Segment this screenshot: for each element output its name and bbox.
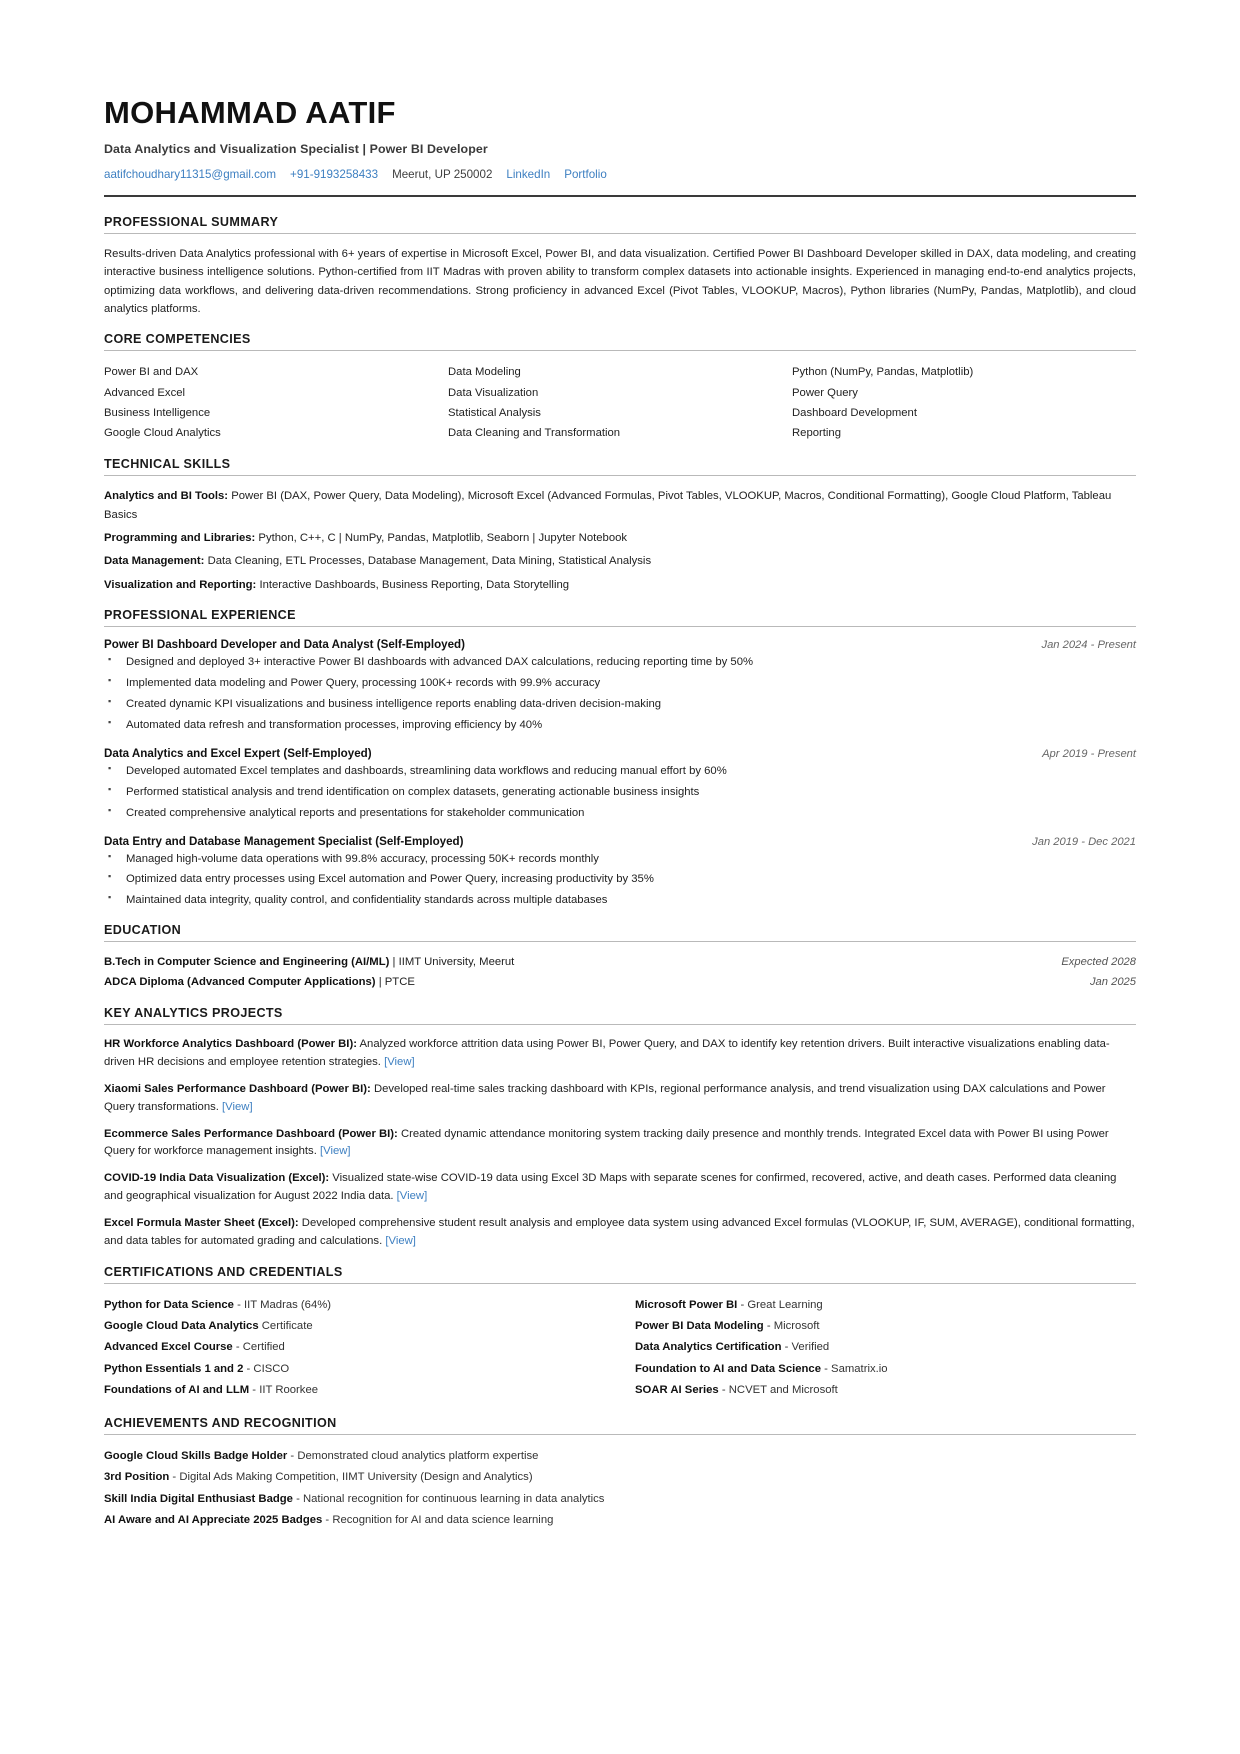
project-entry [104, 1081, 1136, 1117]
section-divider [104, 626, 1136, 627]
page-title: MOHAMMAD AATIF [104, 95, 396, 130]
institution-name: | IIMT University, Meerut [389, 956, 515, 969]
job-title: Power BI Dashboard Developer and Data Analyst (Self-Employed) [104, 637, 465, 651]
competency-item: Power BI and DAX [104, 366, 199, 379]
skill-category-value: Power BI (DAX, Power Query, Data Modeling), Microsoft Excel (Advanced Formulas, Pivot Tables, VLOOKUP, Macros, Conditional Formatting), Google Cloud Platform, Tableau Basics [104, 490, 1112, 521]
experience-header [104, 747, 1136, 760]
technical-skill-line [104, 529, 1136, 547]
certification-name: Data Analytics Certification [635, 1341, 782, 1354]
project-view-link[interactable]: [View] [320, 1145, 351, 1158]
competency-item: Advanced Excel [104, 386, 186, 399]
section-heading: PROFESSIONAL SUMMARY [104, 215, 279, 230]
certification-name: Advanced Excel Course [104, 1341, 233, 1354]
project-name: Xiaomi Sales Performance Dashboard (Power BI): [104, 1082, 371, 1095]
job-dates: Jan 2019 - Dec 2021 [1032, 835, 1136, 848]
project-description: Developed real-time sales tracking dashboard with KPIs, regional performance analysis, and trend visualization using DAX calculations and Power Query transformations. [104, 1082, 1106, 1113]
skill-category-label: Data Management: [104, 555, 205, 568]
certification-item [635, 1316, 1136, 1337]
experience-entry [104, 638, 1136, 734]
section-professional-summary [104, 215, 1136, 318]
project-description: Analyzed workforce attrition data using Power BI, Power Query, and DAX to identify key retention drivers. Built interactive visualizations enabling data-driven HR decisions and employee retention strategies. [104, 1038, 1110, 1069]
responsibility-item: ▪ Performed statistical analysis and trend identification on complex datasets, generating actionable business insights [104, 784, 1136, 801]
technical-skill-line [104, 576, 1136, 594]
section-divider [104, 233, 1136, 234]
competency-item: Reporting [792, 427, 841, 440]
achievement-name: Skill India Digital Enthusiast Badge [104, 1492, 293, 1505]
responsibility-item: ▪ Created comprehensive analytical reports and presentations for stakeholder communication [104, 805, 1136, 822]
responsibility-list [104, 763, 1136, 822]
certification-detail: - Microsoft [763, 1320, 820, 1333]
certification-item [635, 1359, 1136, 1380]
contact-bar [104, 168, 1136, 181]
project-entry [104, 1215, 1136, 1251]
project-entry [104, 1036, 1136, 1072]
education-entry [104, 953, 1136, 972]
experience-header [104, 638, 1136, 651]
section-heading: KEY ANALYTICS PROJECTS [104, 1006, 283, 1021]
responsibility-list [104, 654, 1136, 734]
responsibility-item: ▪ Managed high-volume data operations with 99.8% accuracy, processing 50K+ records monthly [104, 851, 1136, 868]
location-text: Meerut, UP 250002 [392, 168, 493, 182]
responsibility-item: ▪ Designed and deployed 3+ interactive Power BI dashboards with advanced DAX calculations, reducing reporting time by 50% [104, 654, 1136, 671]
education-degree-line [104, 973, 415, 992]
skill-category-label: Programming and Libraries: [104, 532, 256, 545]
competency-item: Power Query [792, 386, 858, 399]
competency-item: Business Intelligence [104, 406, 211, 419]
certification-item [104, 1337, 605, 1358]
competency-item: Python (NumPy, Pandas, Matplotlib) [792, 366, 974, 379]
certification-detail: - NCVET and Microsoft [718, 1384, 838, 1397]
achievement-name: Google Cloud Skills Badge Holder [104, 1449, 288, 1462]
certification-detail: - Certified [232, 1341, 285, 1354]
skill-category-value: Interactive Dashboards, Business Reporting, Data Storytelling [256, 578, 570, 591]
responsibility-item: ▪ Maintained data integrity, quality control, and confidentiality standards across multiple databases [104, 892, 1136, 909]
section-divider [104, 941, 1136, 942]
achievement-item [104, 1489, 1136, 1510]
project-name: HR Workforce Analytics Dashboard (Power BI): [104, 1038, 357, 1051]
section-divider [104, 1283, 1136, 1284]
project-view-link[interactable]: [View] [222, 1100, 253, 1113]
achievement-name: 3rd Position [104, 1471, 170, 1484]
certification-item [104, 1295, 605, 1316]
certification-item [104, 1380, 605, 1401]
section-certifications [104, 1265, 1136, 1402]
achievements-list [104, 1446, 1136, 1532]
education-list [104, 953, 1136, 992]
certification-item [635, 1337, 1136, 1358]
certification-name: SOAR AI Series [635, 1384, 719, 1397]
certification-name: Microsoft Power BI [635, 1298, 738, 1311]
project-description: Created dynamic attendance monitoring system tracking daily presence and monthly trends. Integrated Excel data with Power BI using Power Query for workforce management insights. [104, 1127, 1109, 1158]
linkedin-link[interactable]: LinkedIn [506, 168, 551, 182]
skill-category-value: Python, C++, C | NumPy, Pandas, Matplotlib, Seaborn | Jupyter Notebook [255, 532, 628, 545]
section-heading: ACHIEVEMENTS AND RECOGNITION [104, 1415, 337, 1430]
degree-name: B.Tech in Computer Science and Engineering (AI/ML) [104, 956, 390, 969]
project-view-link[interactable]: [View] [396, 1190, 428, 1203]
achievement-item [104, 1467, 1136, 1488]
section-heading: EDUCATION [104, 923, 182, 938]
achievement-detail: - Recognition for AI and data science learning [322, 1513, 554, 1526]
achievement-item [104, 1510, 1136, 1531]
competency-item: Dashboard Development [792, 406, 917, 419]
certification-detail: - Samatrix.io [821, 1362, 888, 1375]
professional-tagline: Data Analytics and Visualization Specialist | Power BI Developer [104, 142, 488, 157]
education-entry [104, 973, 1136, 992]
section-achievements [104, 1416, 1136, 1532]
responsibility-item: ▪ Optimized data entry processes using Excel automation and Power Query, increasing productivity by 35% [104, 871, 1136, 888]
certification-detail: - IIT Roorkee [249, 1384, 319, 1397]
certification-item [635, 1380, 1136, 1401]
education-degree-line [104, 953, 514, 972]
certification-detail: - CISCO [243, 1362, 290, 1375]
institution-name: | PTCE [375, 975, 415, 988]
job-title: Data Analytics and Excel Expert (Self-Employed) [104, 746, 372, 760]
project-description: Developed comprehensive student result analysis and employee data system using advanced Excel formulas (VLOOKUP, IF, SUM, AVERAGE), conditional formatting, and data tables for automated grading and calculations. [104, 1216, 1135, 1247]
certification-name: Foundations of AI and LLM [104, 1384, 250, 1397]
section-heading: CORE COMPETENCIES [104, 332, 251, 347]
job-dates: Jan 2024 - Present [1041, 638, 1136, 651]
technical-skills-list [104, 487, 1136, 593]
project-view-link[interactable]: [View] [385, 1234, 416, 1247]
achievement-detail: - National recognition for continuous learning in data analytics [292, 1492, 605, 1505]
experience-entry [104, 835, 1136, 910]
certification-detail: - Great Learning [737, 1298, 823, 1311]
projects-list [104, 1036, 1136, 1250]
competency-item: Data Cleaning and Transformation [448, 427, 621, 440]
job-title: Data Entry and Database Management Specialist (Self-Employed) [104, 834, 464, 848]
competency-item: Data Modeling [448, 366, 521, 379]
certification-name: Google Cloud Data Analytics [104, 1320, 259, 1333]
certification-name: Foundation to AI and Data Science [635, 1362, 821, 1375]
project-description: Visualized state-wise COVID-19 data using Excel 3D Maps with separate scenes for confirmed, recovered, active, and death cases. Performed data cleaning and geographical visualization for August 2022 India data. [104, 1172, 1117, 1203]
certification-name: Python Essentials 1 and 2 [104, 1362, 244, 1375]
section-key-projects [104, 1006, 1136, 1250]
section-technical-skills [104, 457, 1136, 593]
section-heading: TECHNICAL SKILLS [104, 457, 231, 472]
responsibility-list [104, 851, 1136, 910]
section-divider [104, 1024, 1136, 1025]
achievement-detail: - Demonstrated cloud analytics platform expertise [287, 1449, 539, 1462]
achievement-name: AI Aware and AI Appreciate 2025 Badges [104, 1513, 323, 1526]
achievement-detail: - Digital Ads Making Competition, IIMT University (Design and Analytics) [169, 1471, 533, 1484]
section-core-competencies [104, 332, 1136, 443]
certification-detail: - IIT Madras (64%) [233, 1298, 332, 1311]
degree-name: ADCA Diploma (Advanced Computer Applications) [104, 975, 376, 988]
header-divider [104, 195, 1136, 197]
section-heading: PROFESSIONAL EXPERIENCE [104, 607, 296, 622]
certification-name: Python for Data Science [104, 1298, 234, 1311]
project-entry [104, 1126, 1136, 1162]
certification-item [104, 1359, 605, 1380]
skill-category-label: Analytics and BI Tools: [104, 490, 229, 503]
section-divider [104, 1434, 1136, 1435]
project-entry [104, 1170, 1136, 1206]
experience-list [104, 638, 1136, 909]
technical-skill-line [104, 552, 1136, 570]
education-date: Expected 2028 [1061, 956, 1136, 969]
section-heading: CERTIFICATIONS AND CREDENTIALS [104, 1264, 343, 1279]
certification-name: Power BI Data Modeling [635, 1320, 764, 1333]
section-divider [104, 475, 1136, 476]
project-view-link[interactable]: [View] [384, 1056, 415, 1069]
project-name: Ecommerce Sales Performance Dashboard (Power BI): [104, 1127, 398, 1140]
responsibility-item: ▪ Automated data refresh and transformation processes, improving efficiency by 40% [104, 717, 1136, 734]
experience-entry [104, 747, 1136, 822]
skill-category-value: Data Cleaning, ETL Processes, Database Management, Data Mining, Statistical Analysis [204, 555, 652, 568]
portfolio-link[interactable]: Portfolio [564, 168, 607, 182]
project-name: COVID-19 India Data Visualization (Excel): [104, 1172, 330, 1185]
competencies-grid [104, 362, 1136, 443]
certification-item [104, 1316, 605, 1337]
summary-text: Results-driven Data Analytics professional with 6+ years of expertise in Microsoft Excel, Power BI, and data visualization. Certified Power BI Dashboard Developer skilled in DAX, data modeling, and creating interactive business intelligence solutions. Python-certified from IIT Madras with proven ability to transform complex datasets into actionable insights. Experienced in managing end-to-end analytics projects, optimizing data workflows, and delivering data-driven recommendations. Strong proficiency in advanced Excel (Pivot Tables, VLOOKUP, Macros), Python libraries (NumPy, Pandas, Matplotlib), and cloud analytics platforms. [104, 248, 1136, 315]
responsibility-item: ▪ Implemented data modeling and Power Query, processing 100K+ records with 99.9% accuracy [104, 675, 1136, 692]
section-divider [104, 350, 1136, 351]
certification-item [635, 1295, 1136, 1316]
project-name: Excel Formula Master Sheet (Excel): [104, 1216, 299, 1229]
section-education [104, 923, 1136, 992]
section-professional-experience [104, 608, 1136, 909]
competency-item: Data Visualization [448, 386, 539, 399]
certifications-grid [104, 1295, 1136, 1402]
phone-link[interactable]: +91-9193258433 [290, 168, 379, 182]
responsibility-item: ▪ Developed automated Excel templates and dashboards, streamlining data workflows and reducing manual effort by 60% [104, 763, 1136, 780]
responsibility-item: ▪ Created dynamic KPI visualizations and business intelligence reports enabling data-driven decision-making [104, 696, 1136, 713]
skill-category-label: Visualization and Reporting: [104, 578, 257, 591]
certification-detail: - Verified [781, 1341, 830, 1354]
technical-skill-line [104, 487, 1136, 524]
competency-item: Statistical Analysis [448, 406, 541, 419]
job-dates: Apr 2019 - Present [1042, 747, 1136, 760]
achievement-item [104, 1446, 1136, 1467]
email-link[interactable]: aatifchoudhary11315@gmail.com [104, 168, 277, 182]
experience-header [104, 835, 1136, 848]
competency-item: Google Cloud Analytics [104, 427, 221, 440]
certification-detail: Certificate [258, 1320, 313, 1333]
education-date: Jan 2025 [1089, 975, 1136, 988]
